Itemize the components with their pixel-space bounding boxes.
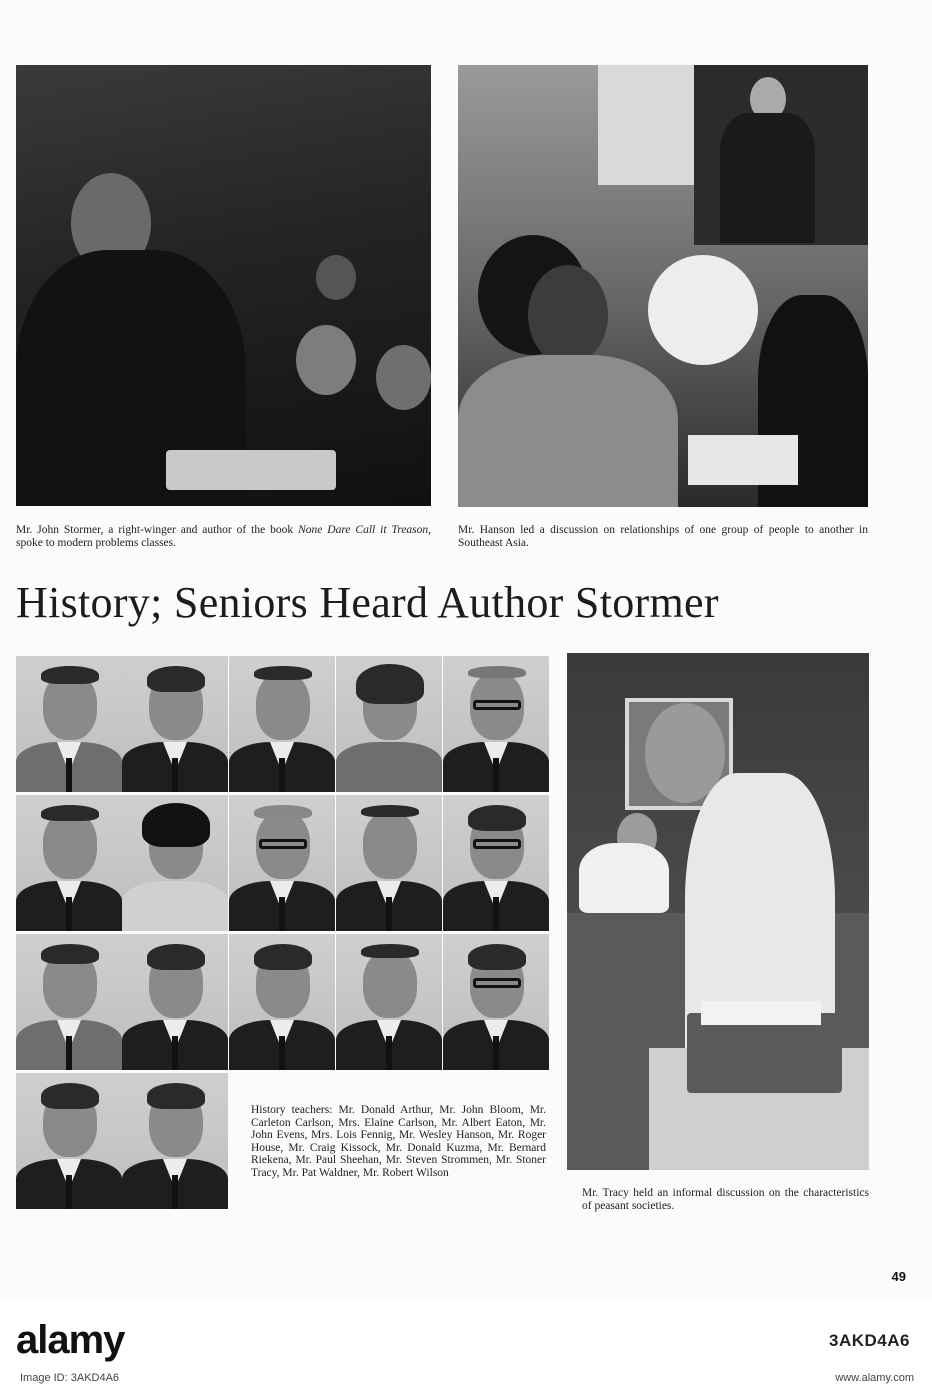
teacher-portrait [16,656,122,792]
teacher-portrait [122,1073,228,1209]
hanson-photo [458,65,868,507]
teacher-portrait [122,795,228,931]
alamy-logo: alamy [16,1318,125,1362]
page-number: 49 [891,1269,906,1284]
page-headline: History; Seniors Heard Author Stormer [16,578,719,627]
stormer-caption: Mr. John Stormer, a right-winger and author of the book None Dare Call it Treason, spoke to modern problems classes. [16,524,432,549]
tracy-caption: Mr. Tracy held an informal discussion on the characteristics of peasant societies. [582,1187,869,1212]
watermark-bar [0,1300,932,1390]
watermark-url: www.alamy.com [835,1372,914,1384]
stormer-photo [16,65,431,506]
image-id-code: 3AKD4A6 [829,1331,910,1350]
history-teachers-list: History teachers: Mr. Donald Arthur, Mr. John Bloom, Mr. Carleton Carlson, Mrs. Elaine Carlson, Mr. Albert Eaton, Mr. John Evens, Mrs. Lois Fennig, Mr. Wesley Hanson, Mr. Roger House, Mr. Craig Kissock, Mr. Donald Kuzma, Mr. Bernard Riekena, Mr. Paul Sheehan, Mr. Steven Strommen, Mr. Stoner Tracy, Mr. Pat Waldner, Mr. Robert Wilson [251,1104,546,1179]
teacher-portrait [443,656,549,792]
teacher-portrait [122,934,228,1070]
teacher-portrait [443,795,549,931]
image-id-label: Image ID: 3AKD4A6 [20,1372,120,1384]
teacher-portrait [336,795,442,931]
teacher-portrait [336,656,442,792]
teacher-portrait [229,656,335,792]
teacher-portrait [16,1073,122,1209]
hanson-caption: Mr. Hanson led a discussion on relationships of one group of people to another in Southeast Asia. [458,524,868,549]
teacher-portrait [229,934,335,1070]
teacher-portrait [16,934,122,1070]
teacher-portrait [443,934,549,1070]
teacher-portrait [229,795,335,931]
teacher-portrait [336,934,442,1070]
teacher-portrait [16,795,122,931]
teacher-portrait [122,656,228,792]
tracy-photo [567,653,869,1170]
